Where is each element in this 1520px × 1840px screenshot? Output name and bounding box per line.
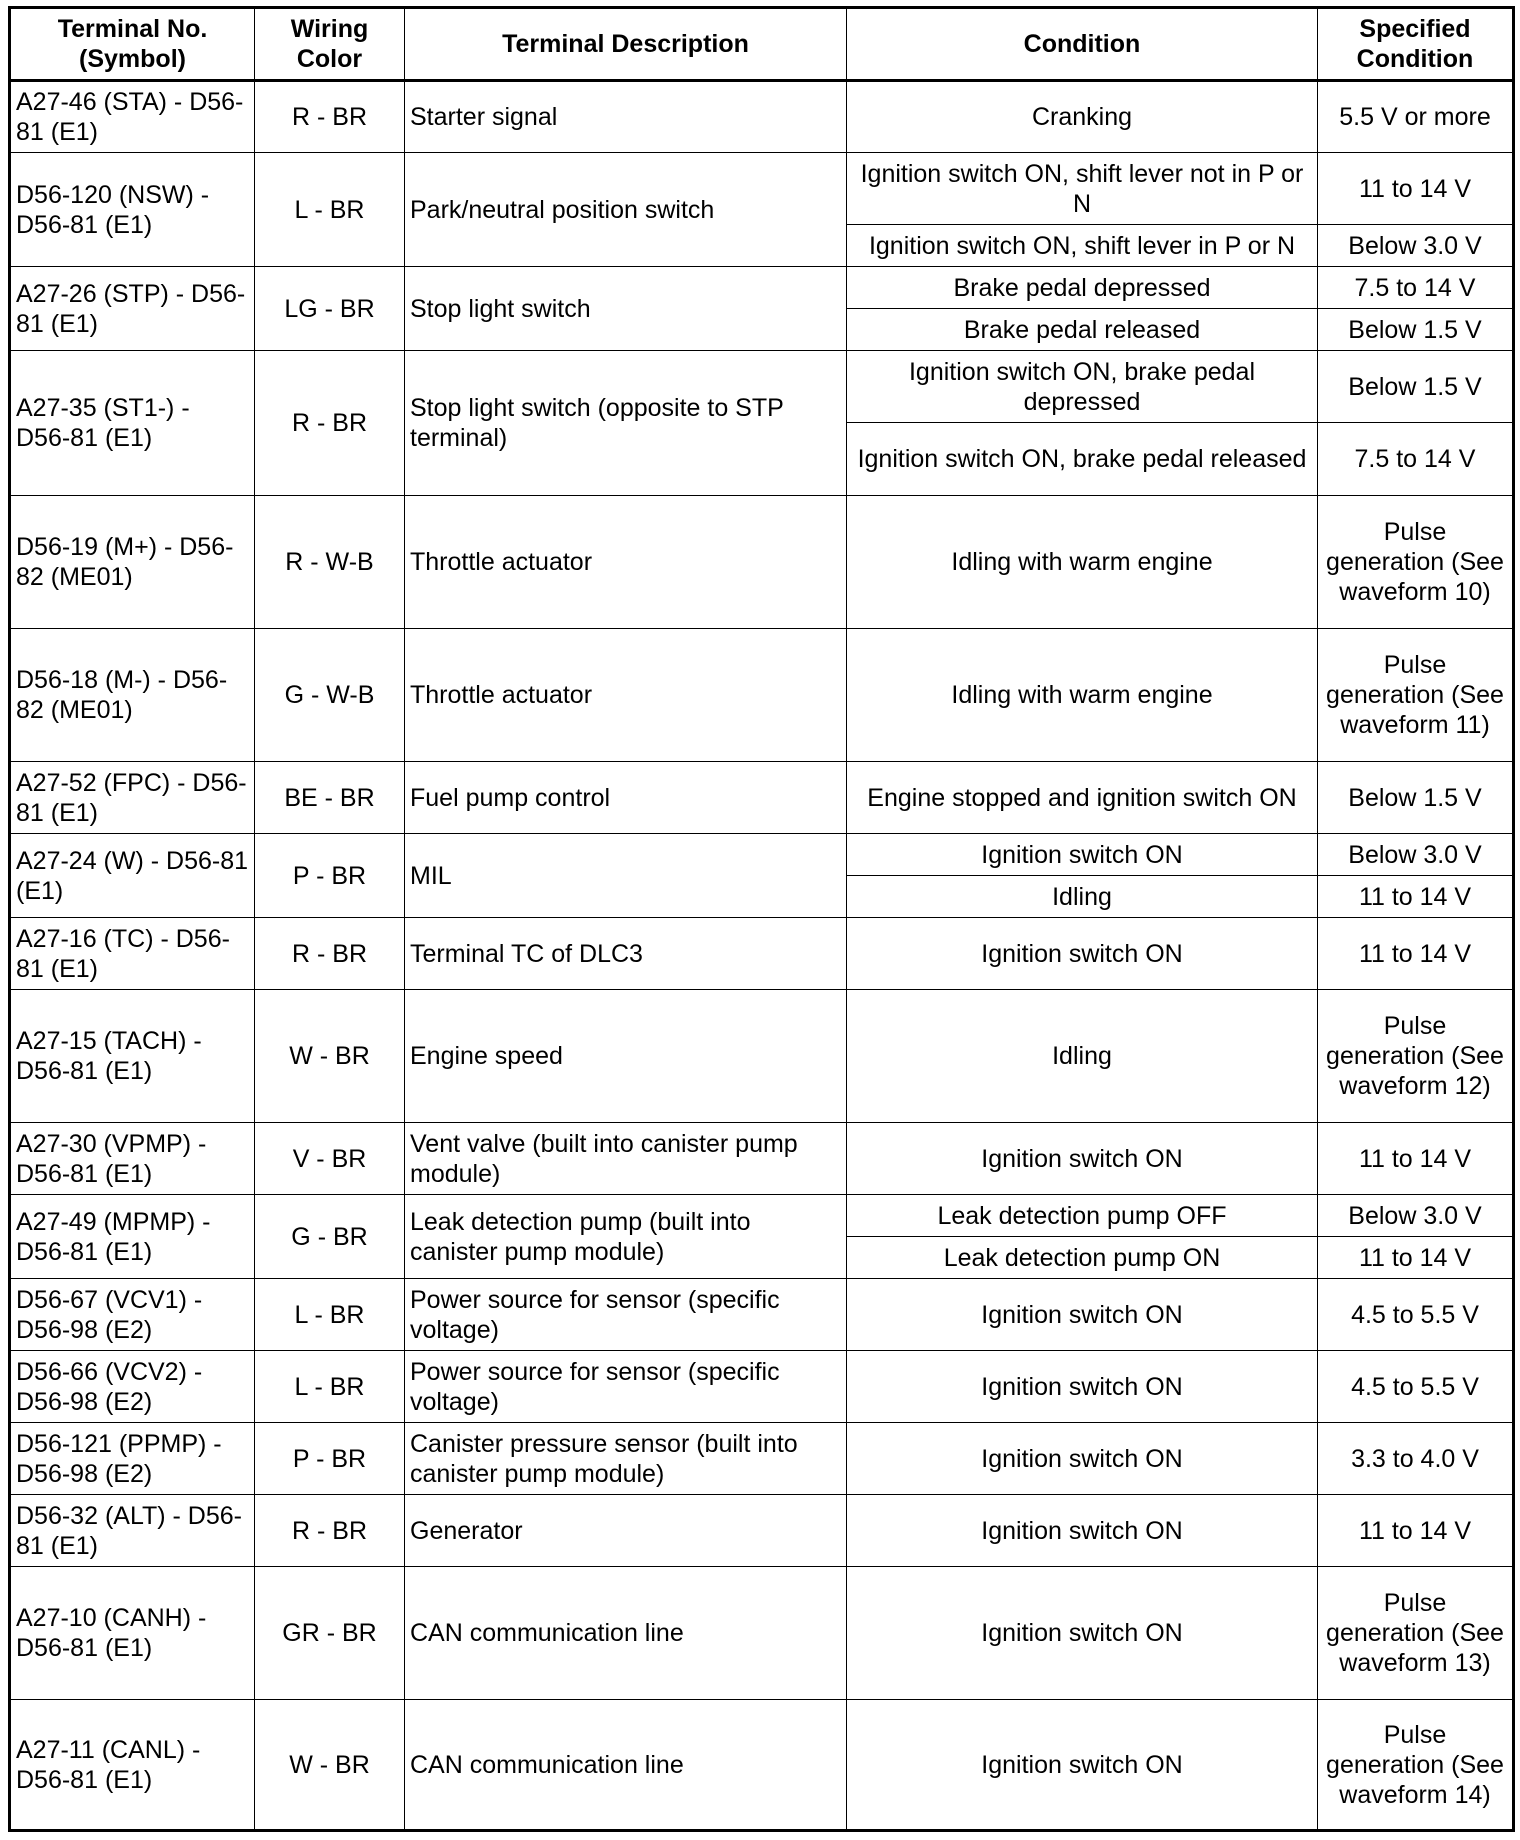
specified-condition-cell: 11 to 14 V [1318, 1237, 1514, 1279]
description-cell: MIL [405, 834, 847, 918]
specified-condition-cell: 11 to 14 V [1318, 876, 1514, 918]
table-row [10, 267, 1514, 309]
condition-cell: Ignition switch ON, brake pedal depressed [847, 351, 1318, 423]
table-row [10, 834, 1514, 876]
table-row [10, 918, 1514, 990]
specified-condition-cell: Below 1.5 V [1318, 309, 1514, 351]
specified-condition-cell: 4.5 to 5.5 V [1318, 1351, 1514, 1423]
header-terminal: Terminal No. (Symbol) [10, 8, 255, 81]
table-row [10, 1279, 1514, 1351]
table-row [10, 1423, 1514, 1495]
condition-cell: Ignition switch ON, shift lever not in P or N [847, 153, 1318, 225]
terminal-cell: D56-18 (M-) - D56-82 (ME01) [10, 629, 255, 762]
table-row [10, 1700, 1514, 1831]
specified-condition-cell: Below 3.0 V [1318, 834, 1514, 876]
description-cell: Leak detection pump (built into canister pump module) [405, 1195, 847, 1279]
terminal-cell: D56-66 (VCV2) - D56-98 (E2) [10, 1351, 255, 1423]
table-row [10, 496, 1514, 629]
description-cell: Stop light switch (opposite to STP terminal) [405, 351, 847, 496]
terminal-cell: A27-15 (TACH) - D56-81 (E1) [10, 990, 255, 1123]
description-cell: Starter signal [405, 81, 847, 153]
condition-cell: Ignition switch ON, shift lever in P or N [847, 225, 1318, 267]
condition-cell: Ignition switch ON [847, 834, 1318, 876]
specified-condition-cell: Pulse generation (See waveform 13) [1318, 1567, 1514, 1700]
description-cell: Power source for sensor (specific voltage) [405, 1279, 847, 1351]
specified-condition-cell: Below 3.0 V [1318, 1195, 1514, 1237]
specified-condition-cell: 4.5 to 5.5 V [1318, 1279, 1514, 1351]
table-row [10, 629, 1514, 762]
table-row [10, 153, 1514, 225]
specified-condition-cell: Pulse generation (See waveform 10) [1318, 496, 1514, 629]
terminal-cell: D56-67 (VCV1) - D56-98 (E2) [10, 1279, 255, 1351]
wiring-color-cell: P - BR [255, 1423, 405, 1495]
description-cell: Stop light switch [405, 267, 847, 351]
description-cell: CAN communication line [405, 1700, 847, 1831]
specified-condition-cell: 11 to 14 V [1318, 153, 1514, 225]
condition-cell: Leak detection pump ON [847, 1237, 1318, 1279]
table-header-row [10, 8, 1514, 81]
wiring-color-cell: L - BR [255, 153, 405, 267]
specified-condition-cell: Pulse generation (See waveform 11) [1318, 629, 1514, 762]
terminal-cell: D56-32 (ALT) - D56-81 (E1) [10, 1495, 255, 1567]
wiring-color-cell: G - BR [255, 1195, 405, 1279]
specified-condition-cell: 11 to 14 V [1318, 918, 1514, 990]
condition-cell: Leak detection pump OFF [847, 1195, 1318, 1237]
condition-cell: Ignition switch ON [847, 1567, 1318, 1700]
header-wiring-color: Wiring Color [255, 8, 405, 81]
wiring-color-cell: LG - BR [255, 267, 405, 351]
wiring-color-cell: GR - BR [255, 1567, 405, 1700]
condition-cell: Ignition switch ON [847, 918, 1318, 990]
specified-condition-cell: 3.3 to 4.0 V [1318, 1423, 1514, 1495]
specified-condition-cell: Below 1.5 V [1318, 351, 1514, 423]
description-cell: Terminal TC of DLC3 [405, 918, 847, 990]
wiring-color-cell: R - BR [255, 918, 405, 990]
terminal-cell: D56-120 (NSW) - D56-81 (E1) [10, 153, 255, 267]
description-cell: CAN communication line [405, 1567, 847, 1700]
description-cell: Throttle actuator [405, 496, 847, 629]
table-row [10, 351, 1514, 423]
wiring-color-cell: R - BR [255, 1495, 405, 1567]
table-row [10, 1351, 1514, 1423]
terminal-cell: A27-16 (TC) - D56-81 (E1) [10, 918, 255, 990]
terminal-cell: A27-46 (STA) - D56-81 (E1) [10, 81, 255, 153]
condition-cell: Ignition switch ON [847, 1123, 1318, 1195]
specified-condition-cell: Pulse generation (See waveform 14) [1318, 1700, 1514, 1831]
specified-condition-cell: 11 to 14 V [1318, 1123, 1514, 1195]
condition-cell: Ignition switch ON [847, 1279, 1318, 1351]
condition-cell: Brake pedal released [847, 309, 1318, 351]
condition-cell: Idling [847, 876, 1318, 918]
terminal-cell: D56-19 (M+) - D56-82 (ME01) [10, 496, 255, 629]
wiring-color-cell: R - BR [255, 351, 405, 496]
wiring-color-cell: W - BR [255, 1700, 405, 1831]
condition-cell: Brake pedal depressed [847, 267, 1318, 309]
description-cell: Throttle actuator [405, 629, 847, 762]
condition-cell: Idling [847, 990, 1318, 1123]
description-cell: Canister pressure sensor (built into canister pump module) [405, 1423, 847, 1495]
terminal-cell: A27-10 (CANH) - D56-81 (E1) [10, 1567, 255, 1700]
description-cell: Power source for sensor (specific voltage) [405, 1351, 847, 1423]
condition-cell: Cranking [847, 81, 1318, 153]
terminal-spec-table [8, 6, 1515, 1832]
specified-condition-cell: 7.5 to 14 V [1318, 267, 1514, 309]
header-condition: Condition [847, 8, 1318, 81]
specified-condition-cell: 7.5 to 14 V [1318, 423, 1514, 496]
table-row [10, 1495, 1514, 1567]
description-cell: Vent valve (built into canister pump module) [405, 1123, 847, 1195]
table-row [10, 81, 1514, 153]
condition-cell: Ignition switch ON [847, 1700, 1318, 1831]
wiring-color-cell: BE - BR [255, 762, 405, 834]
terminal-spec-sheet [8, 6, 1515, 1832]
description-cell: Park/neutral position switch [405, 153, 847, 267]
wiring-color-cell: G - W-B [255, 629, 405, 762]
condition-cell: Ignition switch ON [847, 1495, 1318, 1567]
specified-condition-cell: Pulse generation (See waveform 12) [1318, 990, 1514, 1123]
terminal-cell: A27-49 (MPMP) - D56-81 (E1) [10, 1195, 255, 1279]
wiring-color-cell: L - BR [255, 1279, 405, 1351]
specified-condition-cell: 5.5 V or more [1318, 81, 1514, 153]
specified-condition-cell: Below 1.5 V [1318, 762, 1514, 834]
wiring-color-cell: R - W-B [255, 496, 405, 629]
header-specified-condition: Specified Condition [1318, 8, 1514, 81]
header-terminal-description: Terminal Description [405, 8, 847, 81]
wiring-color-cell: L - BR [255, 1351, 405, 1423]
specified-condition-cell: Below 3.0 V [1318, 225, 1514, 267]
condition-cell: Engine stopped and ignition switch ON [847, 762, 1318, 834]
terminal-cell: D56-121 (PPMP) - D56-98 (E2) [10, 1423, 255, 1495]
table-row [10, 762, 1514, 834]
description-cell: Generator [405, 1495, 847, 1567]
wiring-color-cell: V - BR [255, 1123, 405, 1195]
description-cell: Engine speed [405, 990, 847, 1123]
terminal-cell: A27-24 (W) - D56-81 (E1) [10, 834, 255, 918]
table-row [10, 1123, 1514, 1195]
table-row [10, 990, 1514, 1123]
wiring-color-cell: W - BR [255, 990, 405, 1123]
terminal-cell: A27-35 (ST1-) - D56-81 (E1) [10, 351, 255, 496]
table-row [10, 1567, 1514, 1700]
wiring-color-cell: P - BR [255, 834, 405, 918]
condition-cell: Idling with warm engine [847, 629, 1318, 762]
condition-cell: Ignition switch ON, brake pedal released [847, 423, 1318, 496]
condition-cell: Ignition switch ON [847, 1423, 1318, 1495]
terminal-cell: A27-30 (VPMP) - D56-81 (E1) [10, 1123, 255, 1195]
condition-cell: Idling with warm engine [847, 496, 1318, 629]
table-row [10, 1195, 1514, 1237]
condition-cell: Ignition switch ON [847, 1351, 1318, 1423]
terminal-cell: A27-52 (FPC) - D56-81 (E1) [10, 762, 255, 834]
specified-condition-cell: 11 to 14 V [1318, 1495, 1514, 1567]
description-cell: Fuel pump control [405, 762, 847, 834]
terminal-cell: A27-11 (CANL) - D56-81 (E1) [10, 1700, 255, 1831]
wiring-color-cell: R - BR [255, 81, 405, 153]
terminal-cell: A27-26 (STP) - D56-81 (E1) [10, 267, 255, 351]
